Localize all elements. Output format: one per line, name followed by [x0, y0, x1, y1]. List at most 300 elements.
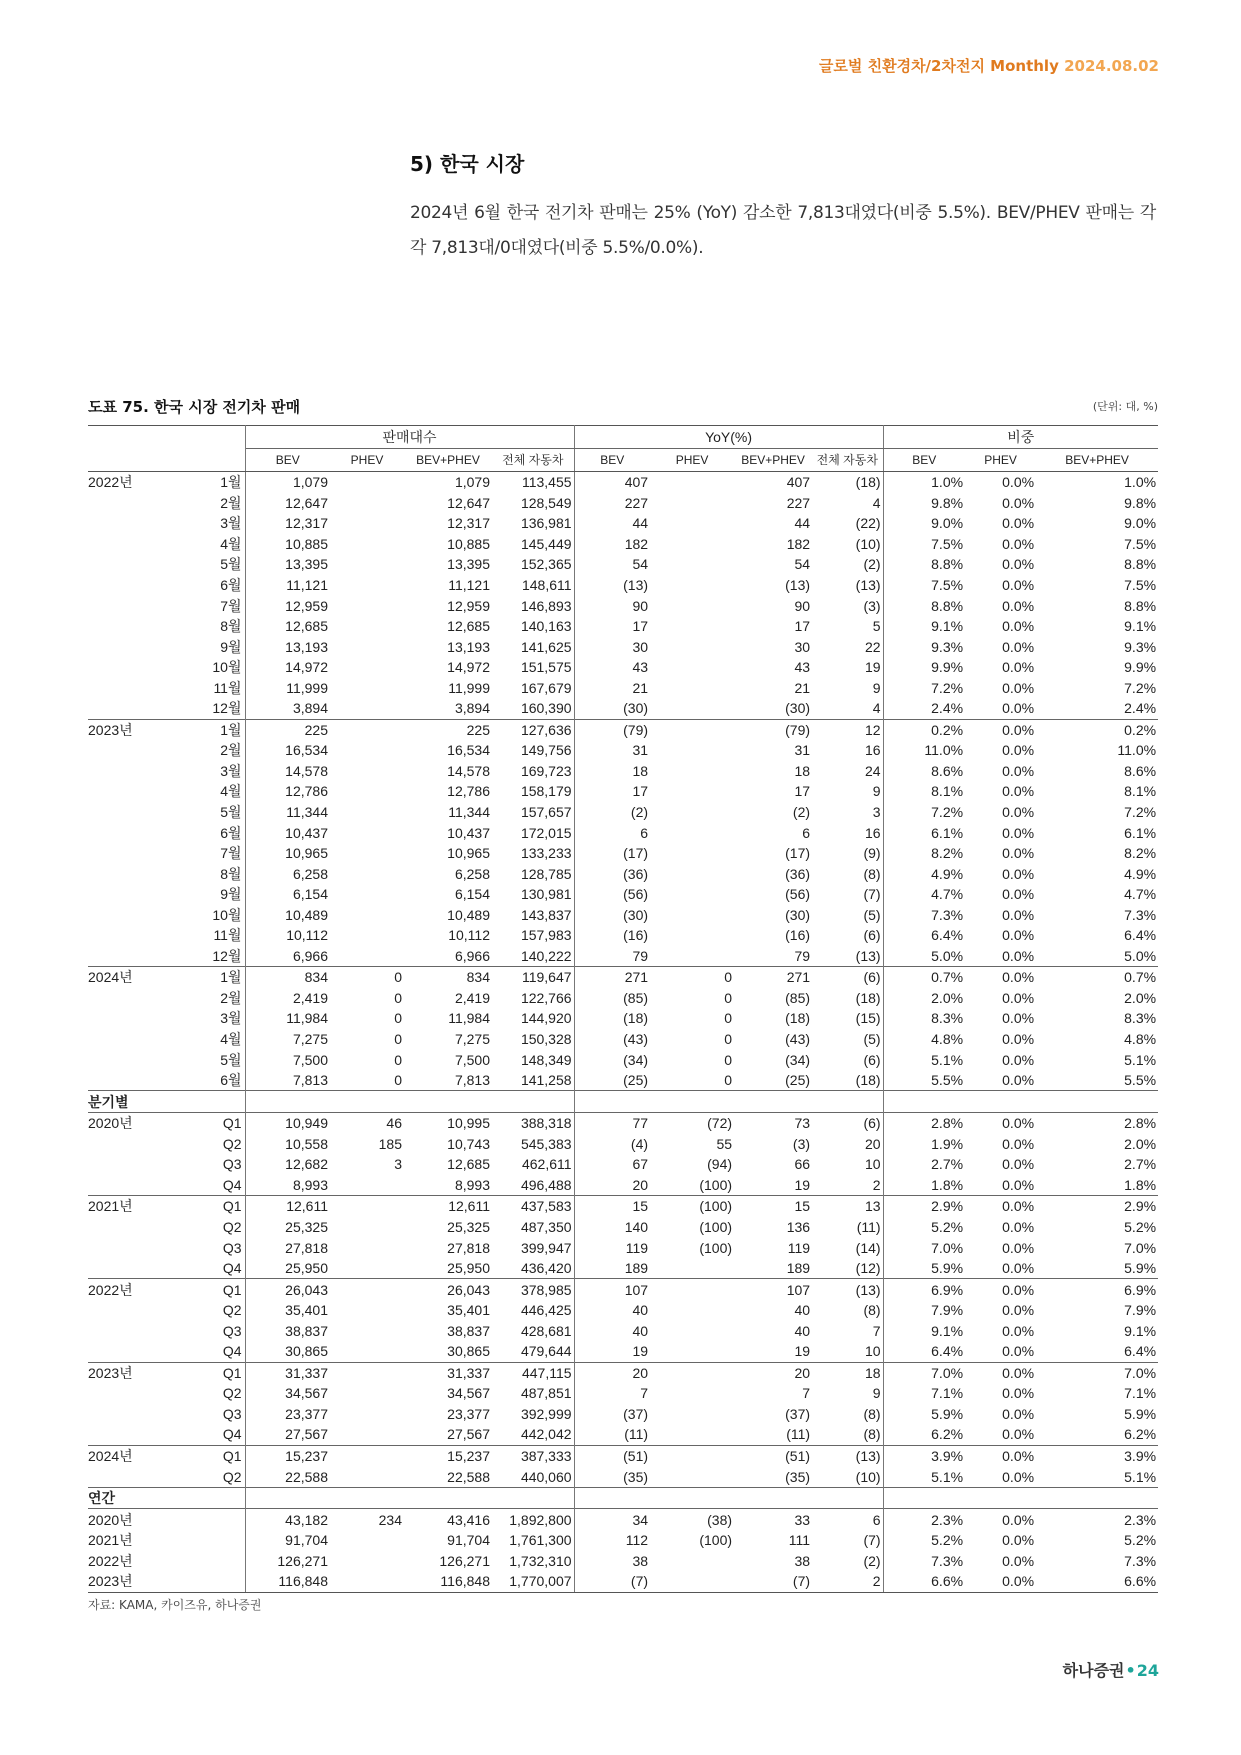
cell-value: 6.4%	[1124, 927, 1157, 944]
cell-value: 0.0%	[1002, 947, 1035, 964]
cell-value: (7)	[812, 1530, 883, 1551]
period-sub	[168, 1550, 245, 1571]
cell-value: 0.0%	[1002, 515, 1035, 532]
cell-value: (85)	[785, 989, 811, 1006]
cell-value: 6.2%	[931, 1426, 964, 1443]
cell-value	[650, 698, 734, 719]
cell-value: 90	[794, 597, 811, 614]
cell-value: (18)	[812, 472, 883, 493]
cell-value	[330, 677, 404, 698]
cell-value: 5.2%	[931, 1532, 964, 1549]
cell-value: 151,575	[492, 657, 574, 678]
cell-value: (37)	[623, 1405, 649, 1422]
cell-value: 20	[734, 1362, 812, 1383]
cell-value	[650, 740, 734, 761]
cell-value	[330, 884, 404, 905]
period-year: 2024년	[88, 1445, 168, 1466]
cell-value: 143,837	[492, 904, 574, 925]
cell-value: 7.0%	[1036, 1362, 1158, 1383]
period-sub: Q4	[168, 1341, 245, 1362]
cell-value	[330, 822, 404, 843]
period-year	[88, 1404, 168, 1425]
cell-value	[330, 719, 404, 740]
cell-value: 2.4%	[931, 700, 964, 717]
cell-value	[650, 843, 734, 864]
table-row	[88, 1383, 1158, 1404]
cell-value: 3,894	[292, 700, 328, 717]
period-sub: Q3	[168, 1320, 245, 1341]
table-row	[88, 1341, 1158, 1362]
cell-value: 9	[812, 677, 883, 698]
cell-value: 26,043	[404, 1279, 492, 1300]
cell-value: 0.0%	[1002, 618, 1035, 635]
cell-value: (16)	[785, 927, 811, 944]
table-row	[88, 1070, 1158, 1091]
cell-value: 8,993	[292, 1176, 328, 1193]
period-sub: Q1	[168, 1112, 245, 1133]
cell-value: 1,761,300	[492, 1530, 574, 1551]
cell-value: 5.9%	[931, 1405, 964, 1422]
cell-value: 5.0%	[931, 947, 964, 964]
cell-value: (72)	[650, 1112, 734, 1133]
cell-value: 7	[802, 1385, 811, 1402]
cell-value: 5.1%	[931, 1468, 964, 1485]
cell-value: (8)	[812, 1404, 883, 1425]
table-body	[88, 472, 1158, 1593]
table-row	[88, 493, 1158, 514]
cell-value: 18	[632, 762, 649, 779]
cell-value: 4	[812, 698, 883, 719]
footer-bullet: •	[1125, 1661, 1136, 1680]
cell-value: 19	[632, 1343, 649, 1360]
cell-value: 2	[812, 1571, 883, 1592]
cell-value: 13,395	[447, 556, 490, 573]
cell-value: 6.9%	[883, 1279, 965, 1300]
cell-value: 0.0%	[1002, 1031, 1035, 1048]
cell-value: 7,500	[292, 1051, 328, 1068]
cell-value: 3	[812, 802, 883, 823]
cell-value: 399,947	[492, 1237, 574, 1258]
cell-value: 7.1%	[931, 1385, 964, 1402]
table-row	[88, 534, 1158, 555]
table-row	[88, 1509, 1158, 1530]
cell-value	[330, 1530, 404, 1551]
table-row	[88, 1217, 1158, 1238]
cell-value	[650, 904, 734, 925]
cell-value: 55	[716, 1135, 733, 1152]
cell-value: 7.9%	[1124, 1302, 1157, 1319]
period-sub: 7월	[168, 595, 245, 616]
cell-value: 7.5%	[931, 577, 964, 593]
period-sub	[168, 1530, 245, 1551]
cell-value: (3)	[812, 595, 883, 616]
table-row	[88, 843, 1158, 864]
cell-value	[330, 1550, 404, 1571]
table-row	[88, 1320, 1158, 1341]
cell-value: 10,995	[404, 1112, 492, 1133]
cell-value: 67	[632, 1156, 649, 1173]
cell-value: 0.7%	[1036, 967, 1158, 988]
table-row	[88, 1112, 1158, 1133]
cell-value: 9.1%	[931, 618, 964, 635]
period-sub: 1월	[168, 472, 245, 493]
cell-value: 148,349	[492, 1049, 574, 1070]
cell-value: (56)	[623, 886, 649, 903]
cell-value: 128,785	[492, 863, 574, 884]
cell-value: 0.0%	[1002, 845, 1035, 862]
cell-value: 14,972	[285, 659, 328, 676]
cell-value: 30,865	[285, 1343, 328, 1360]
cell-value: 126,271	[439, 1552, 490, 1569]
cell-value: 4.9%	[931, 865, 964, 882]
cell-value	[650, 575, 734, 596]
cell-value: 2.7%	[1124, 1156, 1157, 1173]
cell-value: (30)	[785, 700, 811, 717]
cell-value: 12,647	[447, 494, 490, 511]
cell-value: 0.0%	[1002, 1176, 1035, 1193]
table-row	[88, 740, 1158, 761]
table-row	[88, 904, 1158, 925]
period-sub: 6월	[168, 575, 245, 596]
cell-value: (100)	[650, 1196, 734, 1217]
table-row	[88, 1258, 1158, 1279]
cell-value: 446,425	[492, 1300, 574, 1321]
cell-value: 12,786	[447, 783, 490, 800]
cell-value: 0.0%	[1002, 783, 1035, 800]
col-header: 전체 자동차	[812, 449, 883, 472]
cell-value: 30,865	[447, 1343, 490, 1360]
cell-value	[650, 534, 734, 555]
cell-value: 10,885	[447, 535, 490, 552]
period-sub: 11월	[168, 677, 245, 698]
cell-value: 0.0%	[1002, 762, 1035, 779]
cell-value: 0.0%	[1002, 700, 1035, 717]
cell-value: (36)	[623, 865, 649, 882]
period-sub: 1월	[168, 967, 245, 988]
cell-value: 30	[794, 638, 811, 655]
cell-value: 7	[640, 1385, 649, 1402]
cell-value: 3.9%	[883, 1445, 965, 1466]
cell-value: 5	[812, 616, 883, 637]
cell-value: (13)	[623, 577, 649, 593]
cell-value: 12,685	[447, 1156, 490, 1173]
cell-value: 43	[632, 659, 649, 676]
cell-value: 0.0%	[1002, 1218, 1035, 1235]
cell-value: 40	[794, 1302, 811, 1319]
cell-value: 1,732,310	[492, 1550, 574, 1571]
cell-value: 487,350	[492, 1217, 574, 1238]
cell-value: 8.2%	[1124, 845, 1157, 862]
table-row	[88, 761, 1158, 782]
cell-value: 12,685	[447, 618, 490, 635]
table-title: 도표 75. 한국 시장 전기차 판매	[88, 398, 301, 416]
cell-value: 0.0%	[1002, 659, 1035, 676]
cell-value: 6.2%	[1124, 1426, 1157, 1443]
cell-value	[330, 761, 404, 782]
cell-value: (2)	[792, 804, 811, 821]
cell-value: 10,743	[447, 1135, 490, 1152]
cell-value: 6	[802, 824, 811, 841]
cell-value: 2.0%	[1124, 989, 1157, 1006]
cell-value: 10,489	[447, 906, 490, 923]
cell-value: 2.0%	[931, 989, 964, 1006]
cell-value: 9.8%	[931, 494, 964, 511]
table-row	[88, 1196, 1158, 1217]
table-row	[88, 802, 1158, 823]
cell-value	[650, 884, 734, 905]
cell-value: 462,611	[492, 1154, 574, 1175]
cell-value: 9.1%	[1124, 618, 1157, 635]
cell-value: 169,723	[492, 761, 574, 782]
cell-value: 160,390	[492, 698, 574, 719]
cell-value: 7,500	[454, 1051, 490, 1068]
cell-value: 8.6%	[1124, 762, 1157, 779]
period-year: 2024년	[88, 967, 168, 988]
cell-value: 54	[794, 556, 811, 573]
period-year	[88, 677, 168, 698]
cell-value: 7.2%	[1124, 804, 1157, 821]
period-sub: Q4	[168, 1175, 245, 1196]
cell-value: 146,893	[492, 595, 574, 616]
cell-value: 4.8%	[1124, 1031, 1157, 1048]
period-year: 2022년	[88, 1552, 133, 1569]
report-date: 2024.08.02	[1064, 57, 1159, 75]
cell-value: 6,154	[454, 886, 490, 903]
cell-value	[330, 698, 404, 719]
period-sub: 9월	[168, 884, 245, 905]
period-sub: 3월	[168, 761, 245, 782]
cell-value: 3.9%	[1036, 1445, 1158, 1466]
cell-value: 10,885	[285, 535, 328, 552]
cell-value: 8.8%	[931, 556, 964, 573]
period-year	[88, 740, 168, 761]
cell-value	[650, 1300, 734, 1321]
period-sub: Q1	[168, 1362, 245, 1383]
cell-value: 1,770,007	[492, 1571, 574, 1592]
period-sub: Q4	[168, 1424, 245, 1445]
cell-value: 126,271	[277, 1552, 328, 1569]
cell-value: 12,786	[285, 783, 328, 800]
period-sub: 6월	[168, 1070, 245, 1091]
cell-value: 0.0%	[965, 967, 1036, 988]
cell-value: 31,337	[245, 1362, 330, 1383]
period-sub: Q2	[168, 1383, 245, 1404]
cell-value: 496,488	[492, 1175, 574, 1196]
cell-value: 0.2%	[883, 719, 965, 740]
period-sub: 12월	[168, 698, 245, 719]
cell-value: 14,972	[447, 659, 490, 676]
cell-value: 479,644	[492, 1341, 574, 1362]
cell-value: (79)	[734, 719, 812, 740]
cell-value: 15,237	[245, 1445, 330, 1466]
cell-value: (30)	[623, 906, 649, 923]
cell-value: 16,534	[447, 742, 490, 759]
cell-value: 0	[394, 1051, 402, 1068]
cell-value: 7,275	[454, 1031, 490, 1048]
cell-value: 227	[786, 494, 811, 511]
cell-value: 0.0%	[1002, 1156, 1035, 1173]
cell-value: 0	[394, 1072, 402, 1089]
cell-value	[330, 1300, 404, 1321]
cell-value: 6.4%	[931, 1343, 964, 1360]
table-row	[88, 1466, 1158, 1487]
cell-value	[330, 1445, 404, 1466]
cell-value: 0.0%	[1002, 1322, 1035, 1339]
table-row	[88, 1571, 1158, 1592]
table-row	[88, 967, 1158, 988]
cell-value	[650, 1445, 734, 1466]
cell-value: 9	[812, 1383, 883, 1404]
cell-value: (94)	[707, 1156, 733, 1173]
cell-value: 140	[624, 1218, 649, 1235]
table-row	[88, 863, 1158, 884]
cell-value: (25)	[623, 1072, 649, 1089]
cell-value: 0.0%	[1002, 804, 1035, 821]
section-label: 분기별	[88, 1091, 245, 1113]
cell-value: 0.0%	[1002, 1385, 1035, 1402]
table-row	[88, 657, 1158, 678]
period-sub: 5월	[168, 554, 245, 575]
cell-value: 388,318	[492, 1112, 574, 1133]
cell-value: 2.9%	[1036, 1196, 1158, 1217]
cell-value: 2.8%	[883, 1112, 965, 1133]
cell-value: (30)	[785, 906, 811, 923]
cell-value: 8.6%	[931, 762, 964, 779]
cell-value: 1,892,800	[492, 1509, 574, 1530]
cell-value: 11.0%	[924, 742, 964, 759]
cell-value: 227	[624, 494, 649, 511]
cell-value: 22,588	[447, 1468, 490, 1485]
cell-value: (13)	[812, 575, 883, 596]
cell-value: 10,965	[447, 845, 490, 862]
cell-value	[650, 1550, 734, 1571]
cell-value: 127,636	[492, 719, 574, 740]
table-row	[88, 781, 1158, 802]
cell-value: 8.2%	[931, 845, 964, 862]
cell-value: 17	[632, 618, 649, 635]
col-header: BEV+PHEV	[734, 449, 812, 472]
cell-value: 112	[625, 1532, 649, 1549]
cell-value: 7.2%	[931, 804, 964, 821]
cell-value	[330, 802, 404, 823]
cell-value: 185	[378, 1135, 402, 1152]
cell-value	[330, 1404, 404, 1425]
cell-value: 189	[786, 1260, 811, 1277]
cell-value	[330, 925, 404, 946]
table-row	[88, 946, 1158, 967]
cell-value: (34)	[623, 1051, 649, 1068]
cell-value: 11,999	[286, 679, 328, 696]
period-sub: 2월	[168, 740, 245, 761]
period-year	[88, 1049, 168, 1070]
page-footer	[1063, 1658, 1159, 1681]
period-year: 2023년	[88, 1362, 168, 1383]
cell-value: (100)	[699, 1218, 733, 1235]
period-year: 2022년	[88, 474, 133, 491]
cell-value: 487,851	[492, 1383, 574, 1404]
table-row	[88, 1049, 1158, 1070]
period-year	[88, 863, 168, 884]
cell-value	[330, 657, 404, 678]
cell-value: (3)	[792, 1135, 811, 1152]
cell-value: 2.0%	[1124, 1135, 1157, 1152]
period-year	[88, 493, 168, 514]
cell-value: (35)	[623, 1468, 649, 1485]
period-sub: 3월	[168, 513, 245, 534]
cell-value: (9)	[812, 843, 883, 864]
cell-value: (100)	[699, 1532, 733, 1549]
cell-value: 157,983	[492, 925, 574, 946]
period-year	[88, 822, 168, 843]
period-sub: Q3	[168, 1237, 245, 1258]
cell-value: 5.5%	[931, 1072, 964, 1089]
cell-value: 7,813	[292, 1072, 328, 1089]
cell-value: (79)	[574, 719, 650, 740]
cell-value: 23,377	[285, 1405, 328, 1422]
cell-value: 4.7%	[1124, 886, 1157, 903]
cell-value: 8.8%	[1124, 556, 1157, 573]
cell-value	[650, 1424, 734, 1445]
cell-value	[650, 1466, 734, 1487]
cell-value: (2)	[630, 804, 649, 821]
cell-value: 407	[786, 474, 811, 491]
table-row	[88, 925, 1158, 946]
cell-value: 13	[812, 1196, 883, 1217]
page-header	[819, 55, 1159, 76]
cell-value: 15	[574, 1196, 650, 1217]
period-sub: Q2	[168, 1217, 245, 1238]
cell-value	[650, 1279, 734, 1300]
period-sub: 5월	[168, 802, 245, 823]
cell-value: 7.0%	[931, 1239, 964, 1256]
cell-value: 0.0%	[1002, 1072, 1035, 1089]
cell-value	[650, 513, 734, 534]
cell-value: 6.6%	[883, 1571, 965, 1592]
cell-value	[650, 781, 734, 802]
cell-value	[330, 616, 404, 637]
cell-value: 79	[794, 947, 811, 964]
cell-value: 13,193	[447, 638, 490, 655]
cell-value: 7.5%	[1124, 535, 1157, 552]
col-header: BEV+PHEV	[404, 449, 492, 472]
cell-value: 545,383	[492, 1134, 574, 1155]
cell-value: 4	[812, 493, 883, 514]
cell-value: 0.0%	[965, 1445, 1036, 1466]
table-row	[88, 1237, 1158, 1258]
cell-value: 0	[394, 1010, 402, 1027]
cell-value: (10)	[812, 534, 883, 555]
cell-value: (34)	[785, 1051, 811, 1068]
table-row	[88, 513, 1158, 534]
cell-value: (43)	[785, 1031, 811, 1048]
cell-value: 5.9%	[1124, 1260, 1157, 1277]
period-year	[88, 1320, 168, 1341]
cell-value: 0.2%	[1036, 719, 1158, 740]
cell-value: 7,275	[292, 1031, 328, 1048]
cell-value: 13,395	[285, 556, 328, 573]
cell-value: 33	[734, 1509, 812, 1530]
period-year	[88, 595, 168, 616]
section-body: 2024년 6월 한국 전기차 판매는 25% (YoY) 감소한 7,813대였다(비중 5.5%). BEV/PHEV 판매는 각각 7,813대/0대였다(비중 5.5%/0.0%).	[410, 203, 1156, 258]
table-row	[88, 1362, 1158, 1383]
cell-value: 10,437	[447, 824, 490, 841]
cell-value: 12,959	[447, 597, 490, 614]
cell-value: 11,344	[448, 804, 490, 821]
table-row	[88, 1175, 1158, 1196]
cell-value: 44	[632, 515, 649, 532]
cell-value: 392,999	[492, 1404, 574, 1425]
cell-value: 22	[812, 636, 883, 657]
